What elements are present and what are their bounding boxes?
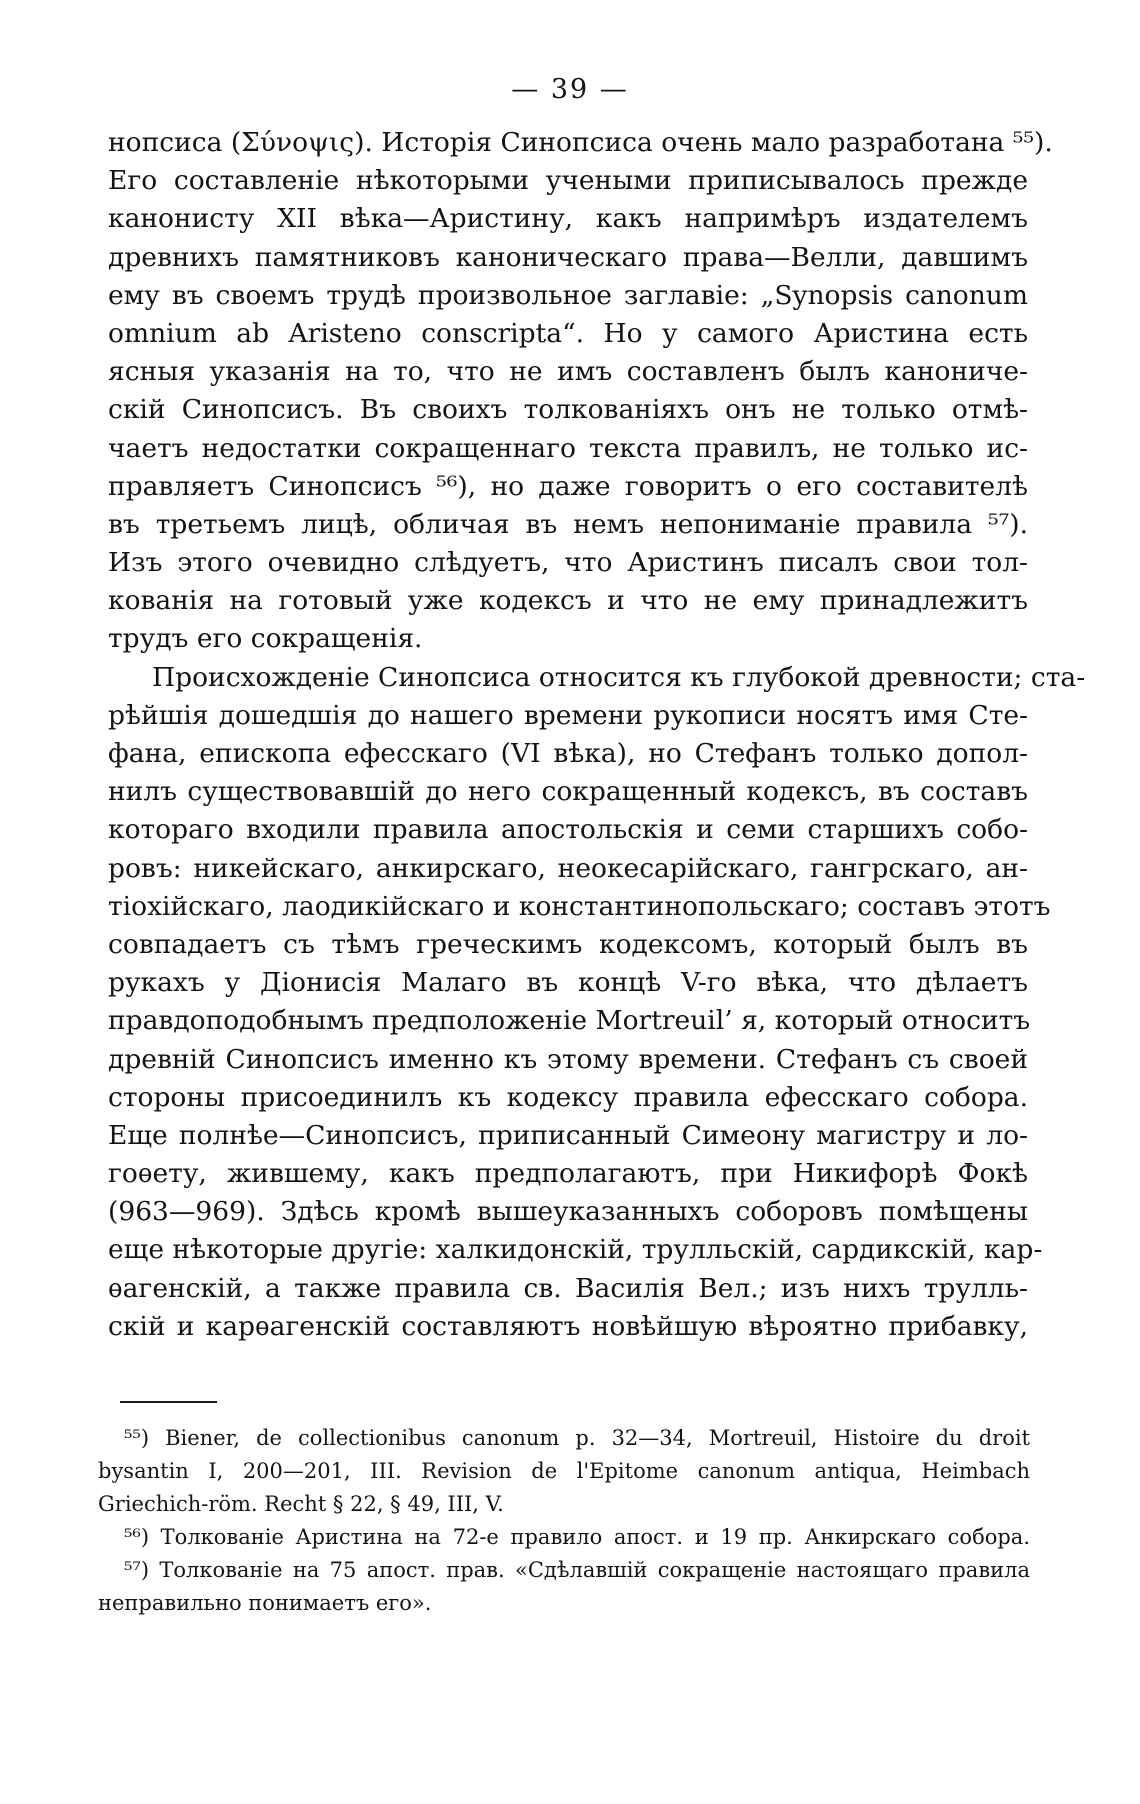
text-line: тіохійскаго, лаодикійскаго и константинопольскаго; составъ этотъ xyxy=(108,890,1051,922)
text-line: ему въ своемъ трудѣ произвольное заглавіе: „Synopsis canonum xyxy=(108,279,1028,311)
text-line: Изъ этого очевидно слѣдуетъ, что Аристинъ писалъ свои тол- xyxy=(108,547,1028,579)
text-line: рукахъ у Діонисія Малаго въ концѣ V-го вѣка, что дѣлаетъ xyxy=(108,967,1028,999)
text-line: кованія на готовый уже кодексъ и что не ему принадлежитъ xyxy=(108,585,1028,617)
text-line: Его составленіе нѣкоторыми учеными приписывалось прежде xyxy=(108,165,1028,197)
text-line: правдоподобнымъ предположеніе Mortreuil’ я, который относитъ xyxy=(108,1005,1031,1037)
footnote-separator xyxy=(120,1401,217,1403)
footnote-55-cont: Griechich-röm. Recht § 22, § 49, III, V. xyxy=(98,1492,504,1516)
text-line: ровъ: никейскаго, анкирскаго, неокесарійскаго, гангрскаго, ан- xyxy=(108,852,1028,884)
text-line: рѣйшія дошедшія до нашего времени рукописи носятъ имя Сте- xyxy=(108,699,1028,731)
text-line: древній Синопсисъ именно къ этому времени. Стефанъ съ своей xyxy=(108,1043,1028,1075)
text-line: котораго входили правила апостольскія и семи старшихъ собо- xyxy=(108,814,1028,846)
text-line: нилъ существовавшій до него сокращенный кодексъ, въ составъ xyxy=(108,776,1028,808)
body-text xyxy=(108,124,1086,1346)
text-line: стороны присоединилъ къ кодексу правила ефесскаго собора. xyxy=(108,1081,1028,1113)
text-line: канонисту XII вѣка—Аристину, какъ напримѣръ издателемъ xyxy=(108,203,1028,235)
text-line: еще нѣкоторые другіе: халкидонскій, трулльскій, сардикскій, кар- xyxy=(108,1234,1043,1266)
text-line: (963—969). Здѣсь кромѣ вышеуказанныхъ соборовъ помѣщены xyxy=(108,1196,1028,1228)
footnote-55-cont: bysantin I, 200—201, III. Revision de l'Epitome canonum antiqua, Heimbach xyxy=(98,1459,1030,1483)
footnote-55: ⁵⁵) Biener, de collectionibus canonum p. 32—34, Mortreuil, Histoire du droit xyxy=(124,1426,1030,1450)
footnotes xyxy=(98,1422,1030,1620)
footnote-57: ⁵⁷) Толкованіе на 75 апост. прав. «Сдѣлавшій сокращеніе настоящаго правила xyxy=(124,1558,1030,1582)
footnote-56: ⁵⁶) Толкованіе Аристина на 72-е правило апост. и 19 пр. Анкирскаго собора. xyxy=(124,1525,1030,1549)
text-line: чаетъ недостатки сокращеннаго текста правилъ, не только ис- xyxy=(108,432,1028,464)
text-line: ѳагенскій, а также правила св. Василія Вел.; изъ нихъ трулль- xyxy=(108,1272,1028,1304)
text-line: ясныя указанія на то, что не имъ составленъ былъ канониче- xyxy=(108,356,1028,388)
text-line: omnium ab Aristeno conscripta“. Но у самого Аристина есть xyxy=(108,317,1028,349)
text-line: скій Синопсисъ. Въ своихъ толкованіяхъ онъ не только отмѣ- xyxy=(108,394,1028,426)
footnote-57-cont: неправильно понимаетъ его». xyxy=(98,1591,432,1615)
text-line: нопсиса (Σύνοψις). Исторія Синопсиса очень мало разработана ⁵⁵). xyxy=(108,127,1053,158)
text-line: древнихъ памятниковъ каноническаго права—Велли, давшимъ xyxy=(108,241,1028,273)
page-number: — 39 — xyxy=(511,74,629,105)
text-line: гоѳету, жившему, какъ предполагаютъ, при Никифорѣ Фокѣ xyxy=(108,1158,1028,1190)
text-line: скій и карѳагенскій составляютъ новѣйшую вѣроятно прибавку, xyxy=(108,1310,1028,1342)
text-line: трудъ его сокращенія. xyxy=(108,623,423,655)
paragraph-start-line: Происхожденіе Синопсиса относится къ глубокой древности; ста- xyxy=(152,661,1086,693)
text-line: фана, епископа ефесскаго (VI вѣка), но Стефанъ только допол- xyxy=(108,738,1028,769)
text-line: Еще полнѣе—Синопсисъ, приписанный Симеону магистру и ло- xyxy=(108,1119,1028,1151)
text-line: правляетъ Синопсисъ ⁵⁶), но даже говоритъ о его составителѣ xyxy=(108,470,1028,502)
text-line: совпадаетъ съ тѣмъ греческимъ кодексомъ, который былъ въ xyxy=(108,928,1028,960)
text-line: въ третьемъ лицѣ, обличая въ немъ непониманіе правила ⁵⁷). xyxy=(108,508,1028,540)
